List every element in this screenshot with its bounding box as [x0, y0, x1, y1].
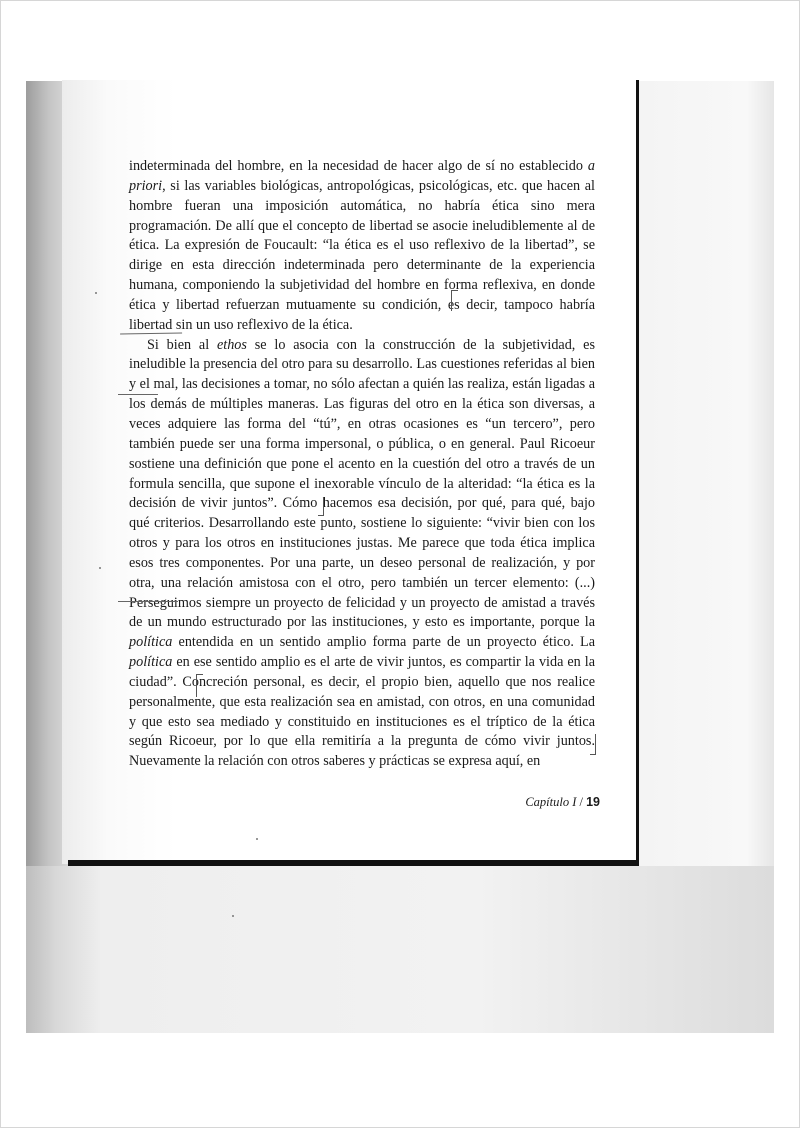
pencil-bracket-mark [318, 497, 324, 516]
text-segment-italic: política [129, 634, 173, 651]
pencil-underline-mark [118, 595, 178, 602]
paragraph-2 [129, 336, 595, 773]
page-right-edge [636, 80, 639, 866]
text-segment-italic: ethos [216, 336, 247, 353]
text-segment: se lo asocia con la construcción de la subjetividad, es ineludible la presencia del otro para su desarrollo. Las cuestiones referidas al bien y el mal, las decisiones a tomar, no sólo afectan a quién las realiza, están ligadas a los demás de múltiples maneras. Las figuras del otro en la ética son diversas, a veces adquiere las forma del “tú”, en otras ocasiones es “un tercero”, pero también puede ser una forma impersonal, o pública, o en general. Paul Ricoeur sostiene una definición que pone el acento en la cuestión del otro a través de un formula sencilla, que supone el inexorable vínculo de la alteridad: “la ética es la decisión de vivir juntos”. Cómo hacemos esa decisión, por qué, para qué, bajo qué criterios. Desarrollando este punto, sostiene lo siguiente: “vivir bien con los otros y para los otros en instituciones justas. Me parece que toda ética implica esos tres componentes. Por una parte, un deseo personal de realización, y por otra, una relación amistosa con el otro, pero también un tercer elemento: (...) Perseguimos siempre un proyecto de felicidad y un proyecto de amistad a través de un mundo estructurado por las instituciones, y esto es importante, porque la [129, 336, 595, 631]
scan-speck [95, 292, 97, 294]
text-segment-italic: política [129, 654, 173, 671]
page-number: 19 [586, 795, 600, 809]
paragraph-1 [129, 157, 595, 336]
scan-right-strip [639, 81, 774, 866]
scan-speck [232, 915, 234, 917]
scan-speck [99, 567, 101, 569]
scan-bottom-area [26, 866, 774, 1033]
page-footer [520, 795, 600, 810]
text-segment-italic: a priori [129, 158, 595, 194]
text-segment: entendida en un sentido amplio forma parte de un proyecto ético. La [172, 634, 595, 651]
scan-speck [256, 838, 258, 840]
text-segment: Si bien al [147, 336, 217, 353]
pencil-bracket-mark [451, 290, 458, 311]
pencil-bracket-mark [590, 734, 596, 755]
chapter-label: Capítulo I [525, 795, 577, 809]
pencil-underline-mark [120, 322, 182, 334]
footer-separator: / [576, 795, 587, 809]
text-segment: , si las variables biológicas, antropológicas, psicológicas, etc. que hacen al hombre fueran una imposición automática, no habría ética sino mera programación. De allí que el concepto de libertad se asocie ineludiblemente al de ética. La expresión de Foucault: “la ética es el uso reflexivo de la libertad”, se dirige en esta dirección indeterminada pero determinante de la experiencia humana, componiendo la subjetividad del hombre en forma reflexiva, en donde ética y libertad refuerzan mutuamente su condición, es decir, tampoco habría libertad sin un uso reflexivo de la ética. [129, 177, 595, 333]
pencil-bracket-mark [196, 674, 203, 697]
page-bottom-edge [68, 860, 638, 866]
text-segment: en ese sentido amplio es el arte de vivir juntos, es compartir la vida en la ciudad”. Concreción personal, es decir, el propio bien, aquello que nos realice personalmente, que esta realización sea en amistad, con otros, en una comunidad y que esto sea mediado y constituido en instituciones es el tríptico de la ética según Ricoeur, por lo que ella remitiría a la pregunta de cómo vivir juntos. Nuevamente la relación con otros saberes y prácticas se expresa aquí, en [129, 654, 595, 770]
text-segment: indeterminada del hombre, en la necesidad de hacer algo de sí no establecido [129, 158, 588, 174]
pencil-underline-mark [118, 388, 158, 395]
